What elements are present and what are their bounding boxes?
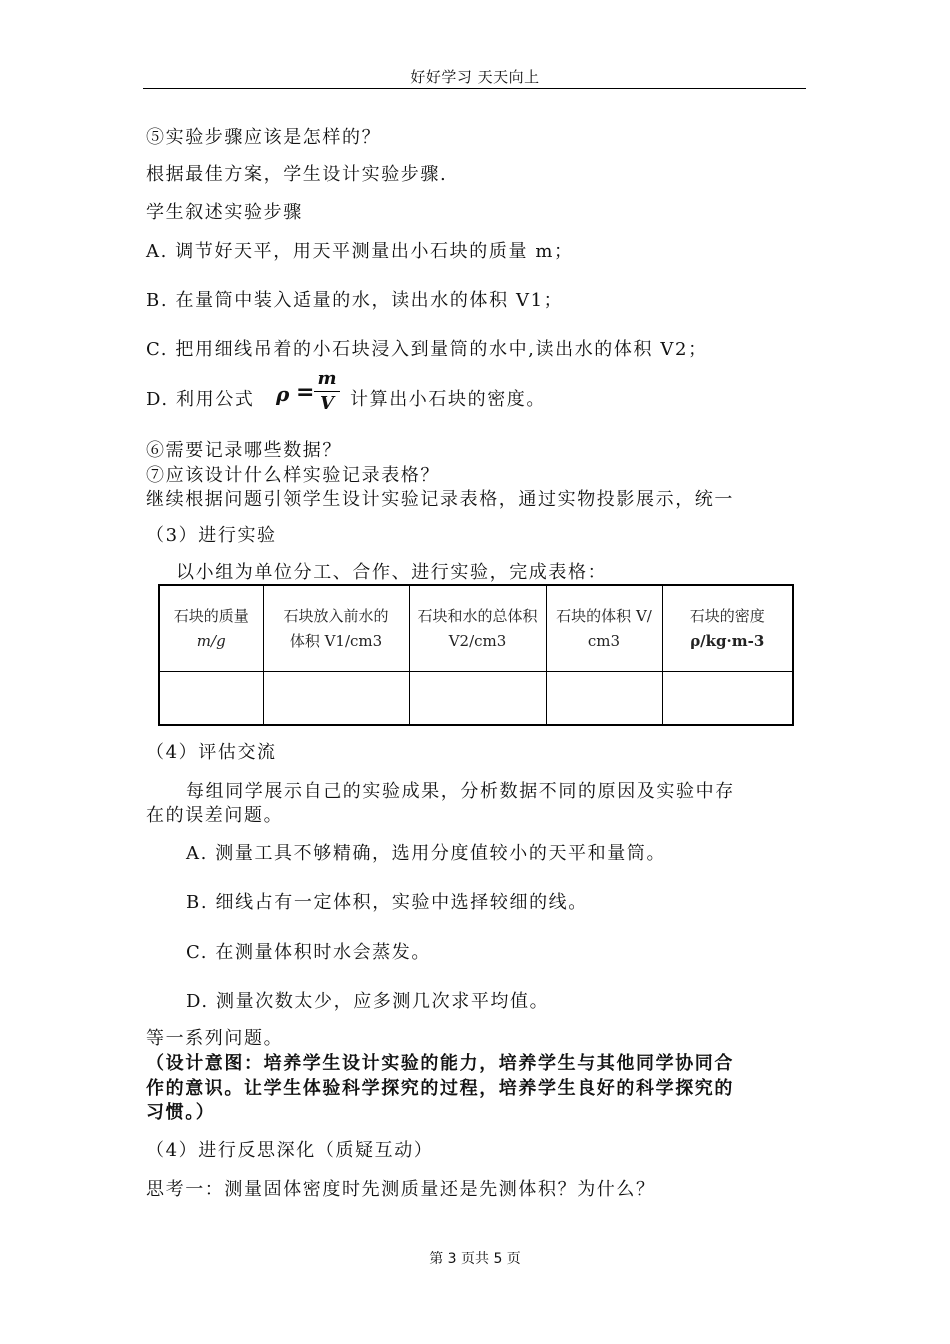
header-total-volume: 石块和水的总体积 V2/cm3 bbox=[409, 585, 546, 672]
header-density: 石块的密度 ρ/kg·m-3 bbox=[662, 585, 793, 672]
density-formula bbox=[276, 368, 346, 418]
narrate-text: 学生叙述实验步骤 bbox=[146, 202, 303, 223]
step-d-prefix: D. 利用公式 bbox=[146, 389, 255, 410]
evaluation-title: （4）评估交流 bbox=[146, 742, 277, 763]
eval-item-d: D. 测量次数太少，应多测几次求平均值。 bbox=[186, 991, 550, 1012]
cell-density bbox=[662, 672, 793, 726]
design-intent-line3: 习惯。） bbox=[146, 1102, 216, 1123]
fraction-bar bbox=[314, 391, 340, 392]
formula-numerator: m bbox=[317, 368, 337, 389]
step-b: B. 在量筒中装入适量的水，读出水的体积 V1； bbox=[146, 290, 564, 311]
step-d-suffix: 计算出小石块的密度。 bbox=[350, 389, 546, 410]
question-7: ⑦应该设计什么样实验记录表格？ bbox=[146, 465, 440, 486]
step-c: C. 把用细线吊着的小石块浸入到量筒的水中,读出水的体积 V2； bbox=[146, 339, 708, 360]
header-volume-before: 石块放入前水的 体积 V1/cm3 bbox=[263, 585, 409, 672]
page-header-title: 好好学习 天天向上 bbox=[410, 68, 540, 86]
header-mass: 石块的质量 m/g bbox=[159, 585, 263, 672]
step-a: A. 调节好天平，用天平测量出小石块的质量 m； bbox=[146, 241, 574, 262]
eval-item-a: A. 测量工具不够精确，选用分度值较小的天平和量筒。 bbox=[186, 843, 667, 864]
evaluation-para-line2: 在的误差问题。 bbox=[146, 805, 284, 826]
header-divider bbox=[143, 88, 806, 89]
table-header-row bbox=[159, 585, 793, 672]
formula-rho: ρ bbox=[276, 382, 290, 406]
series-text: 等一系列问题。 bbox=[146, 1028, 284, 1049]
reflection-title: （4）进行反思深化（质疑互动） bbox=[146, 1140, 434, 1161]
table-row bbox=[159, 672, 793, 726]
think-one: 思考一：测量固体密度时先测质量还是先测体积？为什么？ bbox=[146, 1179, 656, 1200]
evaluation-para-line1: 每组同学展示自己的实验成果，分析数据不同的原因及实验中存 bbox=[186, 781, 735, 802]
cell-stone-volume bbox=[546, 672, 662, 726]
experiment-title: （3）进行实验 bbox=[146, 525, 277, 546]
record-table bbox=[158, 584, 794, 726]
header-stone-volume: 石块的体积 V/ cm3 bbox=[546, 585, 662, 672]
formula-denominator: V bbox=[320, 393, 334, 414]
question-5: ⑤实验步骤应该是怎样的？ bbox=[146, 127, 382, 148]
formula-equals: = bbox=[296, 380, 315, 405]
question-6: ⑥需要记录哪些数据？ bbox=[146, 440, 342, 461]
cell-volume-before bbox=[263, 672, 409, 726]
page-footer: 第 3 页共 5 页 bbox=[429, 1251, 521, 1267]
plan-text: 根据最佳方案，学生设计实验步骤. bbox=[146, 164, 448, 185]
continue-text: 继续根据问题引领学生设计实验记录表格，通过实物投影展示，统一 bbox=[146, 489, 734, 510]
cell-total-volume bbox=[409, 672, 546, 726]
experiment-intro: 以小组为单位分工、合作、进行实验，完成表格： bbox=[176, 562, 608, 583]
design-intent-line1: （设计意图：培养学生设计实验的能力，培养学生与其他同学协同合 bbox=[146, 1053, 734, 1074]
eval-item-c: C. 在测量体积时水会蒸发。 bbox=[186, 942, 431, 963]
cell-mass bbox=[159, 672, 263, 726]
design-intent-line2: 作的意识。让学生体验科学探究的过程，培养学生良好的科学探究的 bbox=[146, 1078, 734, 1099]
eval-item-b: B. 细线占有一定体积，实验中选择较细的线。 bbox=[186, 892, 588, 913]
